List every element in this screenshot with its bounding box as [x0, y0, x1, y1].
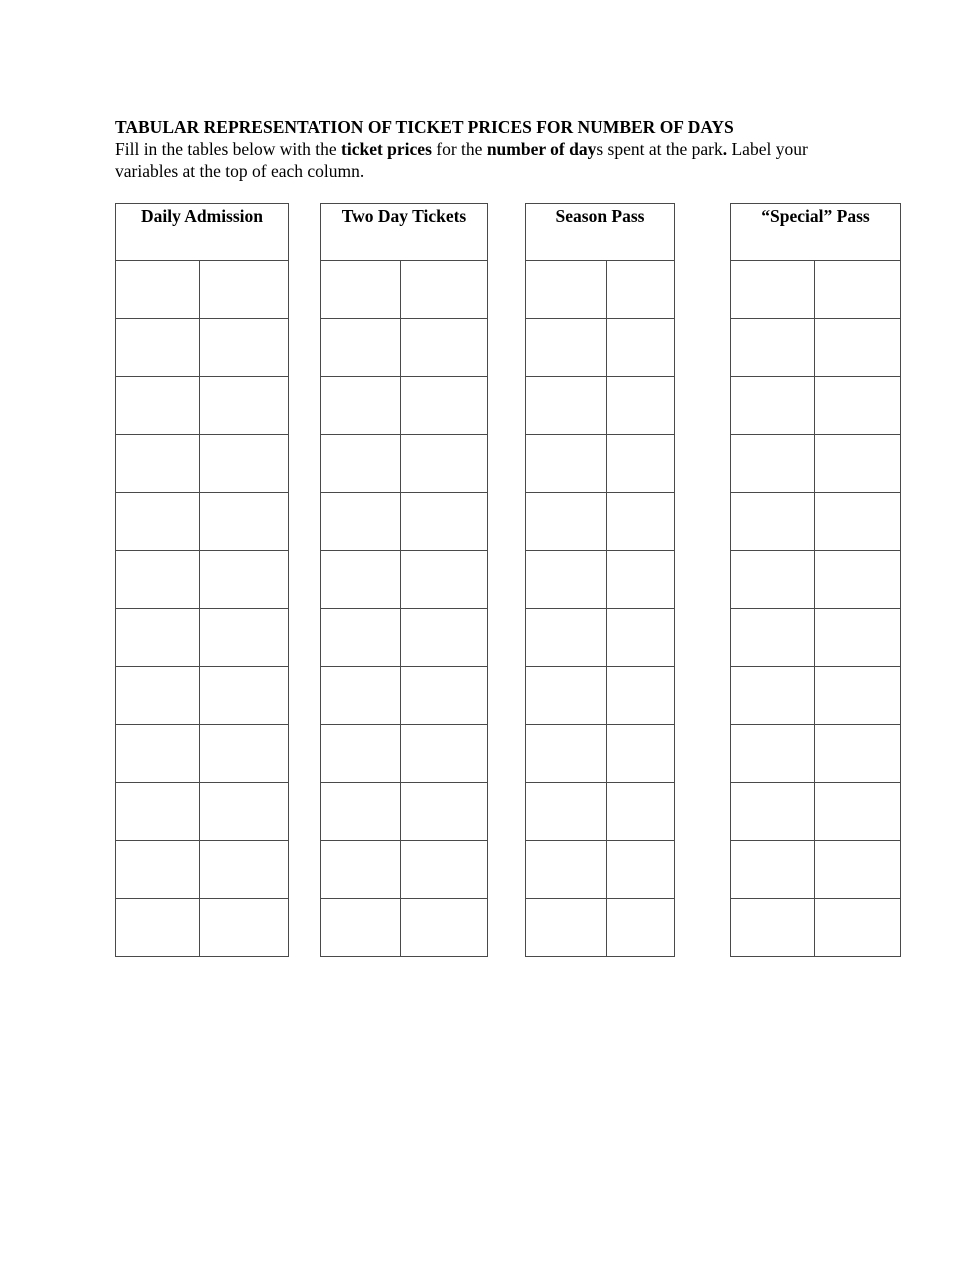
days-cell[interactable] [526, 551, 607, 609]
table-row [731, 551, 901, 609]
table-row [321, 841, 488, 899]
table-row [731, 899, 901, 957]
days-cell[interactable] [731, 435, 815, 493]
table-row [526, 667, 675, 725]
price-cell[interactable] [815, 435, 901, 493]
table-row [731, 783, 901, 841]
days-cell[interactable] [526, 493, 607, 551]
table-row [116, 319, 289, 377]
price-cell[interactable] [401, 551, 488, 609]
price-cell[interactable] [200, 261, 289, 319]
table-row [116, 783, 289, 841]
table-row [526, 783, 675, 841]
instructions-part-3: s spent at the park [596, 139, 723, 159]
price-cell[interactable] [607, 899, 675, 957]
price-cell[interactable] [200, 899, 289, 957]
days-cell[interactable] [731, 667, 815, 725]
special-pass-title: “Special” Pass [731, 204, 901, 261]
price-cell[interactable] [200, 783, 289, 841]
instructions-part-2: for the [431, 139, 487, 159]
days-cell[interactable] [526, 377, 607, 435]
daily-admission-table [115, 203, 289, 957]
table-row [731, 725, 901, 783]
days-cell[interactable] [731, 261, 815, 319]
price-cell[interactable] [815, 667, 901, 725]
price-cell[interactable] [607, 841, 675, 899]
season-pass-title: Season Pass [526, 204, 675, 261]
table-row [321, 899, 488, 957]
table-row [116, 841, 289, 899]
price-cell[interactable] [200, 551, 289, 609]
days-cell[interactable] [321, 551, 401, 609]
days-cell[interactable] [526, 841, 607, 899]
table-row [116, 435, 289, 493]
price-cell[interactable] [401, 667, 488, 725]
table-row [321, 493, 488, 551]
days-cell[interactable] [731, 319, 815, 377]
days-cell[interactable] [116, 493, 200, 551]
days-cell[interactable] [731, 377, 815, 435]
days-cell[interactable] [526, 609, 607, 667]
days-cell[interactable] [116, 551, 200, 609]
price-cell[interactable] [607, 261, 675, 319]
days-cell[interactable] [116, 319, 200, 377]
price-cell[interactable] [607, 725, 675, 783]
instructions-bold-period: . [722, 139, 728, 159]
days-cell[interactable] [526, 667, 607, 725]
price-cell[interactable] [607, 319, 675, 377]
instructions-part-1: Fill in the tables below with the [115, 139, 342, 159]
price-cell[interactable] [401, 783, 488, 841]
price-cell[interactable] [401, 319, 488, 377]
price-cell[interactable] [200, 319, 289, 377]
days-cell[interactable] [116, 435, 200, 493]
price-cell[interactable] [401, 493, 488, 551]
table-row [321, 667, 488, 725]
instructions-bold-ticket-prices: ticket prices [341, 139, 432, 159]
table-row [321, 261, 488, 319]
price-cell[interactable] [401, 261, 488, 319]
price-cell[interactable] [401, 435, 488, 493]
table-row [321, 319, 488, 377]
days-cell[interactable] [321, 261, 401, 319]
price-cell[interactable] [815, 841, 901, 899]
price-cell[interactable] [815, 261, 901, 319]
days-cell[interactable] [321, 377, 401, 435]
price-cell[interactable] [607, 609, 675, 667]
price-cell[interactable] [607, 551, 675, 609]
price-cell[interactable] [815, 725, 901, 783]
table-row [321, 377, 488, 435]
price-cell[interactable] [200, 435, 289, 493]
days-cell[interactable] [731, 493, 815, 551]
season-pass-table [525, 203, 675, 957]
price-cell[interactable] [607, 377, 675, 435]
price-cell[interactable] [200, 609, 289, 667]
table-row [526, 725, 675, 783]
price-cell[interactable] [815, 783, 901, 841]
daily-admission-title: Daily Admission [116, 204, 289, 261]
days-cell[interactable] [731, 725, 815, 783]
table-row [731, 667, 901, 725]
worksheet-heading: TABULAR REPRESENTATION OF TICKET PRICES FOR NUMBER OF DAYS [115, 117, 734, 137]
days-cell[interactable] [321, 899, 401, 957]
table-row [526, 435, 675, 493]
price-cell[interactable] [815, 319, 901, 377]
days-cell[interactable] [321, 319, 401, 377]
table-row [116, 899, 289, 957]
special-pass-table [730, 203, 901, 957]
days-cell[interactable] [116, 841, 200, 899]
table-row [731, 377, 901, 435]
table-row [526, 899, 675, 957]
table-row [321, 435, 488, 493]
table-row [526, 319, 675, 377]
price-cell[interactable] [815, 551, 901, 609]
table-row [731, 841, 901, 899]
two-day-tickets-table [320, 203, 488, 957]
price-cell[interactable] [401, 377, 488, 435]
days-cell[interactable] [116, 783, 200, 841]
days-cell[interactable] [526, 435, 607, 493]
days-cell[interactable] [116, 609, 200, 667]
days-cell[interactable] [731, 841, 815, 899]
days-cell[interactable] [731, 609, 815, 667]
days-cell[interactable] [321, 435, 401, 493]
price-cell[interactable] [607, 435, 675, 493]
table-row [116, 493, 289, 551]
days-cell[interactable] [731, 783, 815, 841]
price-cell[interactable] [815, 899, 901, 957]
days-cell[interactable] [731, 899, 815, 957]
table-row [321, 609, 488, 667]
days-cell[interactable] [526, 261, 607, 319]
table-row [731, 493, 901, 551]
instructions-bold-number-of-days: number of day [486, 139, 597, 159]
days-cell[interactable] [321, 725, 401, 783]
price-cell[interactable] [200, 667, 289, 725]
table-row [116, 261, 289, 319]
days-cell[interactable] [321, 783, 401, 841]
days-cell[interactable] [116, 899, 200, 957]
table-row [731, 319, 901, 377]
price-cell[interactable] [401, 841, 488, 899]
days-cell[interactable] [526, 725, 607, 783]
table-row [526, 551, 675, 609]
days-cell[interactable] [321, 841, 401, 899]
price-cell[interactable] [401, 609, 488, 667]
instructions-text [115, 138, 855, 182]
days-cell[interactable] [116, 667, 200, 725]
price-cell[interactable] [200, 725, 289, 783]
price-cell[interactable] [401, 725, 488, 783]
table-row [116, 551, 289, 609]
instructions-part-4: Label your variables at the top of each column. [115, 139, 808, 181]
price-cell[interactable] [815, 493, 901, 551]
days-cell[interactable] [526, 899, 607, 957]
days-cell[interactable] [526, 783, 607, 841]
days-cell[interactable] [116, 261, 200, 319]
days-cell[interactable] [321, 667, 401, 725]
price-cell[interactable] [815, 609, 901, 667]
table-row [526, 493, 675, 551]
price-cell[interactable] [607, 783, 675, 841]
table-row [116, 667, 289, 725]
days-cell[interactable] [731, 551, 815, 609]
days-cell[interactable] [321, 493, 401, 551]
price-cell[interactable] [607, 667, 675, 725]
table-row [526, 261, 675, 319]
table-row [731, 609, 901, 667]
price-cell[interactable] [815, 377, 901, 435]
table-row [731, 435, 901, 493]
price-cell[interactable] [200, 377, 289, 435]
days-cell[interactable] [526, 319, 607, 377]
days-cell[interactable] [116, 725, 200, 783]
table-row [116, 725, 289, 783]
table-row [116, 609, 289, 667]
table-row [321, 783, 488, 841]
table-row [526, 841, 675, 899]
price-cell[interactable] [607, 493, 675, 551]
days-cell[interactable] [116, 377, 200, 435]
table-row [116, 377, 289, 435]
table-row [321, 551, 488, 609]
days-cell[interactable] [321, 609, 401, 667]
table-row [526, 609, 675, 667]
two-day-tickets-title: Two Day Tickets [321, 204, 488, 261]
price-cell[interactable] [200, 493, 289, 551]
table-row [526, 377, 675, 435]
table-row [731, 261, 901, 319]
table-row [321, 725, 488, 783]
price-cell[interactable] [200, 841, 289, 899]
price-cell[interactable] [401, 899, 488, 957]
